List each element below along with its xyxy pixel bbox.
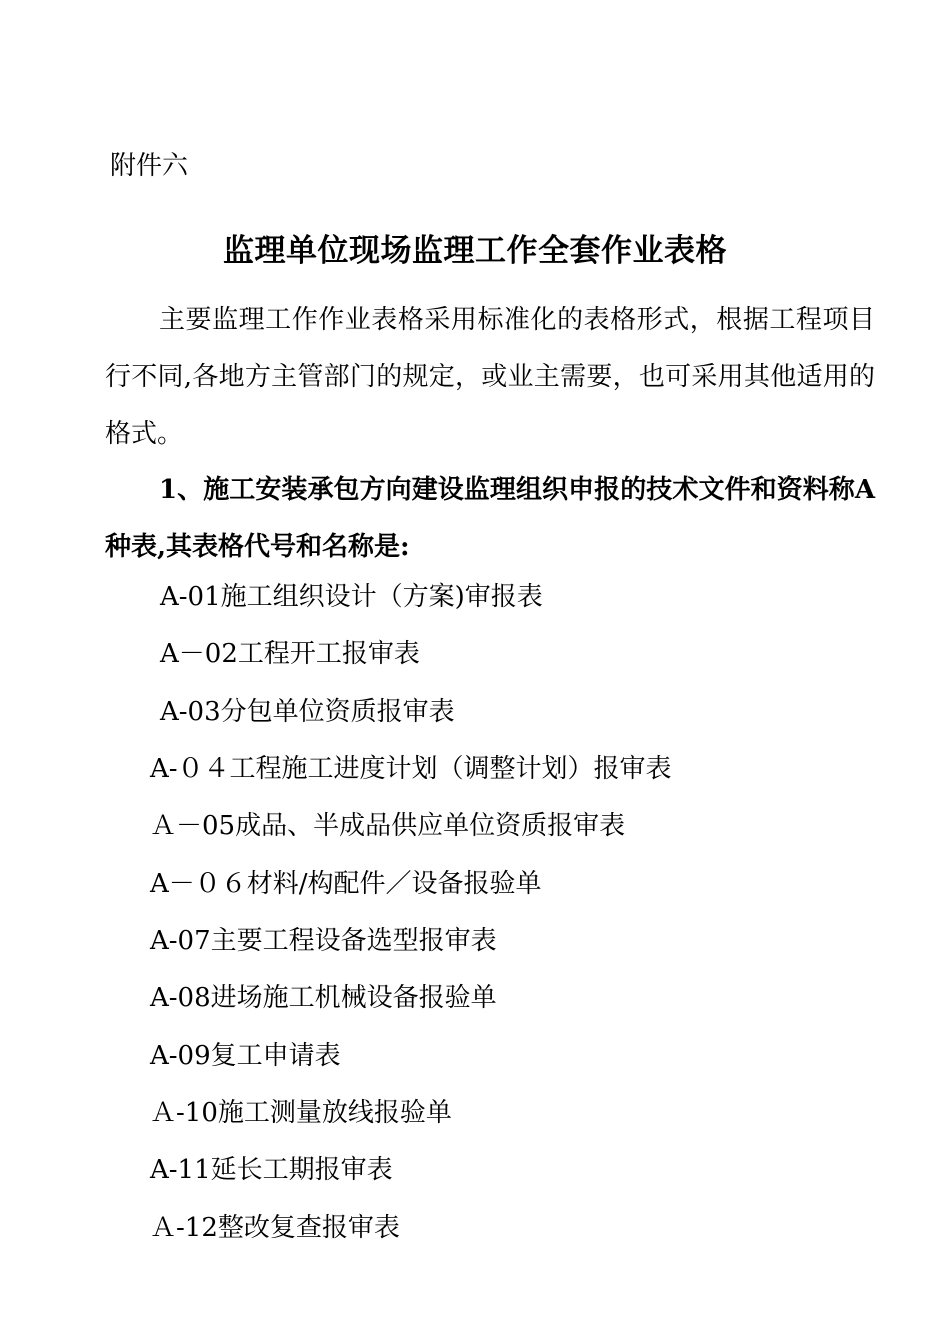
form-item: A-01施工组织设计（方案)审报表: [160, 582, 543, 612]
form-item: Ａ-12整改复查报审表: [150, 1213, 400, 1243]
section-heading: 1、施工安装承包方向建设监理组织申报的技术文件和资料称A种表,其表格代号和名称是:: [105, 475, 875, 562]
attachment-label: 附件六: [110, 151, 189, 181]
form-item: A－０６材料/构配件／设备报验单: [150, 869, 542, 899]
form-item: A-03分包单位资质报审表: [160, 697, 455, 727]
intro-paragraph: 主要监理工作作业表格采用标准化的表格形式，根据工程项目行不同,各地方主管部门的规定，或业主需要，也可采用其他适用的格式。: [105, 305, 875, 449]
form-item: A-09复工申请表: [150, 1041, 341, 1071]
form-item: A-07主要工程设备选型报审表: [150, 926, 497, 956]
form-item: A-０４工程施工进度计划（调整计划）报审表: [150, 754, 672, 784]
form-item: Ａ-10施工测量放线报验单: [150, 1098, 452, 1128]
form-item: A-08进场施工机械设备报验单: [150, 983, 497, 1013]
form-item: Ａ－05成品、半成品供应单位资质报审表: [150, 811, 626, 841]
document-title: 监理单位现场监理工作全套作业表格: [223, 233, 727, 269]
form-item: A-11延长工期报审表: [150, 1155, 393, 1185]
form-item: A－02工程开工报审表: [160, 639, 420, 669]
